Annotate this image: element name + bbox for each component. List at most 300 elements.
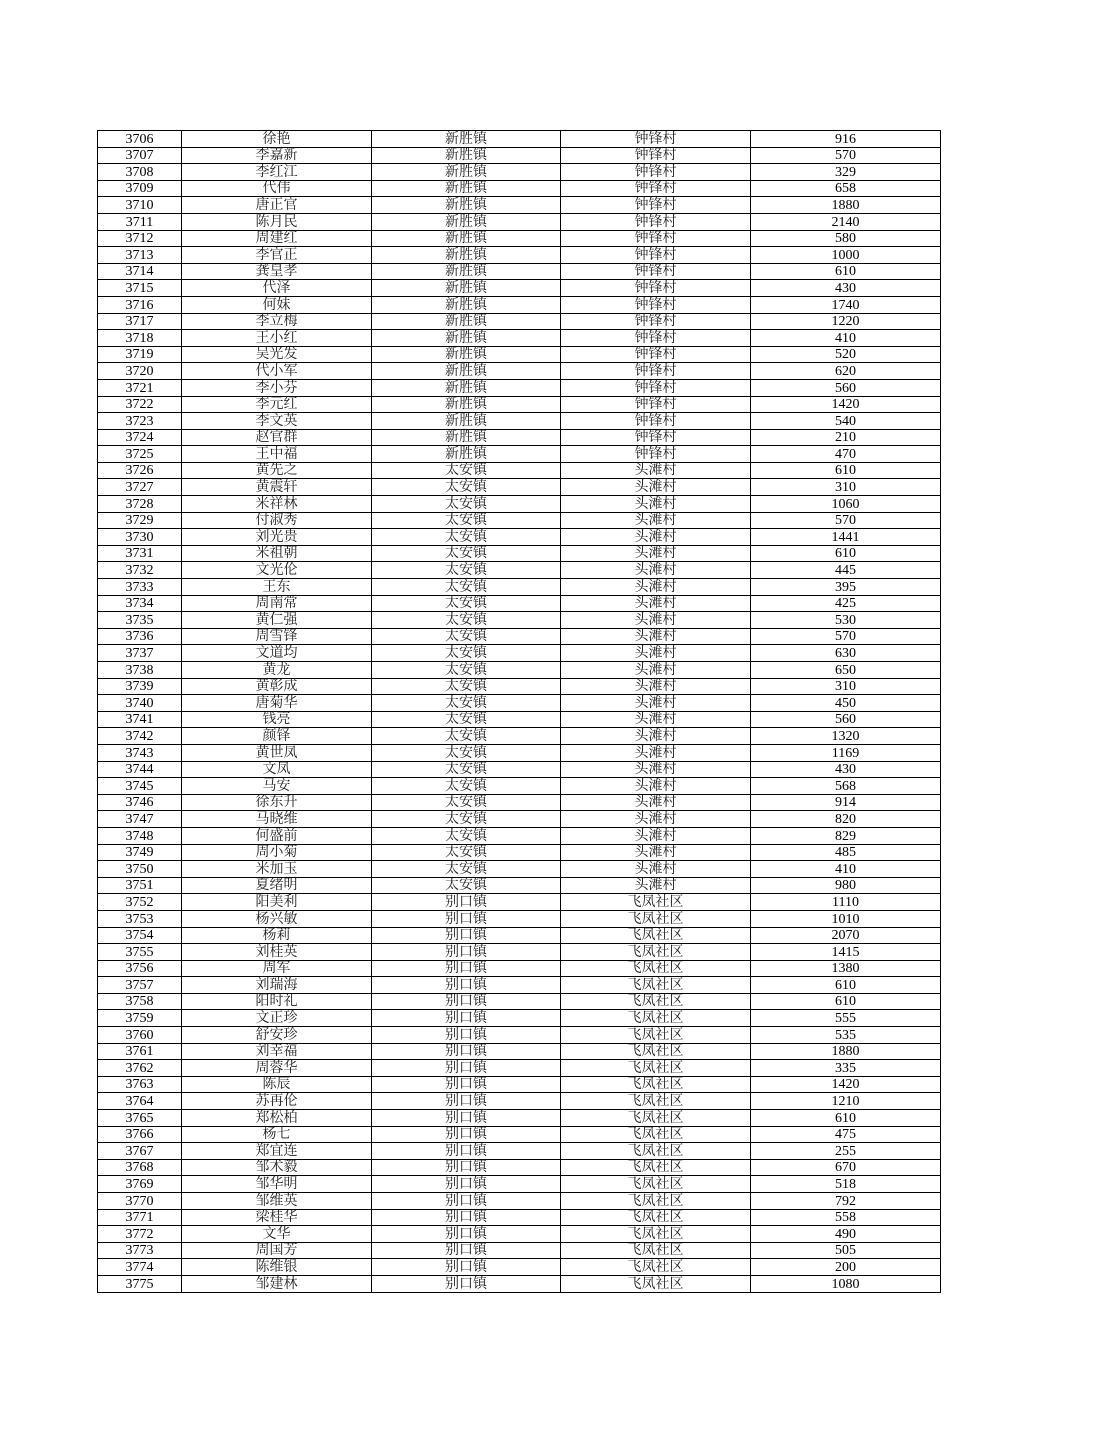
town-cell: 新胜镇 <box>372 313 561 330</box>
amount-cell: 558 <box>751 1209 941 1226</box>
table-row <box>98 1126 941 1143</box>
village-cell: 飞凤社区 <box>561 927 751 944</box>
name-cell: 何妹 <box>182 296 372 313</box>
table-row <box>98 778 941 795</box>
village-cell: 飞凤社区 <box>561 1275 751 1292</box>
amount-cell: 490 <box>751 1226 941 1243</box>
name-cell: 黄仁强 <box>182 612 372 629</box>
village-cell: 头滩村 <box>561 794 751 811</box>
town-cell: 别口镇 <box>372 977 561 994</box>
amount-cell: 430 <box>751 280 941 297</box>
name-cell: 郑松柏 <box>182 1110 372 1127</box>
amount-cell: 820 <box>751 811 941 828</box>
town-cell: 别口镇 <box>372 993 561 1010</box>
town-cell: 别口镇 <box>372 1027 561 1044</box>
amount-cell: 630 <box>751 645 941 662</box>
name-cell: 黄震轩 <box>182 479 372 496</box>
id-cell: 3721 <box>98 379 182 396</box>
name-cell: 梁桂华 <box>182 1209 372 1226</box>
town-cell: 别口镇 <box>372 1176 561 1193</box>
amount-cell: 329 <box>751 164 941 181</box>
town-cell: 太安镇 <box>372 678 561 695</box>
amount-cell: 560 <box>751 711 941 728</box>
village-cell: 钟锋村 <box>561 296 751 313</box>
table-row <box>98 761 941 778</box>
town-cell: 太安镇 <box>372 529 561 546</box>
name-cell: 邹华明 <box>182 1176 372 1193</box>
table-row <box>98 363 941 380</box>
table-row <box>98 280 941 297</box>
id-cell: 3754 <box>98 927 182 944</box>
table-row <box>98 562 941 579</box>
id-cell: 3732 <box>98 562 182 579</box>
table-row <box>98 1010 941 1027</box>
amount-cell: 555 <box>751 1010 941 1027</box>
amount-cell: 1880 <box>751 1043 941 1060</box>
name-cell: 吴光发 <box>182 346 372 363</box>
table-row <box>98 827 941 844</box>
table-row <box>98 910 941 927</box>
table-row <box>98 296 941 313</box>
amount-cell: 610 <box>751 545 941 562</box>
town-cell: 新胜镇 <box>372 296 561 313</box>
name-cell: 黄彰成 <box>182 678 372 695</box>
amount-cell: 520 <box>751 346 941 363</box>
village-cell: 钟锋村 <box>561 379 751 396</box>
id-cell: 3757 <box>98 977 182 994</box>
village-cell: 头滩村 <box>561 612 751 629</box>
name-cell: 王中福 <box>182 446 372 463</box>
id-cell: 3708 <box>98 164 182 181</box>
village-cell: 飞凤社区 <box>561 977 751 994</box>
town-cell: 太安镇 <box>372 728 561 745</box>
amount-cell: 1420 <box>751 1076 941 1093</box>
town-cell: 太安镇 <box>372 595 561 612</box>
name-cell: 颜铎 <box>182 728 372 745</box>
village-cell: 头滩村 <box>561 645 751 662</box>
id-cell: 3737 <box>98 645 182 662</box>
id-cell: 3728 <box>98 496 182 513</box>
town-cell: 太安镇 <box>372 695 561 712</box>
village-cell: 头滩村 <box>561 844 751 861</box>
table-row <box>98 213 941 230</box>
amount-cell: 1000 <box>751 247 941 264</box>
table-row <box>98 944 941 961</box>
town-cell: 新胜镇 <box>372 330 561 347</box>
town-cell: 新胜镇 <box>372 131 561 148</box>
table-row <box>98 180 941 197</box>
id-cell: 3706 <box>98 131 182 148</box>
table-row <box>98 446 941 463</box>
amount-cell: 530 <box>751 612 941 629</box>
amount-cell: 1420 <box>751 396 941 413</box>
name-cell: 文正珍 <box>182 1010 372 1027</box>
village-cell: 飞凤社区 <box>561 960 751 977</box>
name-cell: 黄先之 <box>182 462 372 479</box>
name-cell: 李文英 <box>182 413 372 430</box>
town-cell: 新胜镇 <box>372 346 561 363</box>
name-cell: 夏绪明 <box>182 877 372 894</box>
table-row <box>98 993 941 1010</box>
name-cell: 周军 <box>182 960 372 977</box>
town-cell: 新胜镇 <box>372 263 561 280</box>
id-cell: 3739 <box>98 678 182 695</box>
amount-cell: 210 <box>751 429 941 446</box>
name-cell: 李立梅 <box>182 313 372 330</box>
amount-cell: 1210 <box>751 1093 941 1110</box>
name-cell: 苏再伦 <box>182 1093 372 1110</box>
table-row <box>98 1060 941 1077</box>
amount-cell: 410 <box>751 861 941 878</box>
table-row <box>98 263 941 280</box>
amount-cell: 2140 <box>751 213 941 230</box>
table-row <box>98 960 941 977</box>
amount-cell: 980 <box>751 877 941 894</box>
id-cell: 3725 <box>98 446 182 463</box>
amount-cell: 916 <box>751 131 941 148</box>
table-row <box>98 695 941 712</box>
town-cell: 别口镇 <box>372 927 561 944</box>
town-cell: 新胜镇 <box>372 413 561 430</box>
id-cell: 3766 <box>98 1126 182 1143</box>
village-cell: 头滩村 <box>561 811 751 828</box>
town-cell: 太安镇 <box>372 545 561 562</box>
table-row <box>98 247 941 264</box>
id-cell: 3736 <box>98 628 182 645</box>
id-cell: 3746 <box>98 794 182 811</box>
id-cell: 3760 <box>98 1027 182 1044</box>
name-cell: 米祖朝 <box>182 545 372 562</box>
village-cell: 飞凤社区 <box>561 1226 751 1243</box>
name-cell: 米祥林 <box>182 496 372 513</box>
table-row <box>98 645 941 662</box>
name-cell: 王小红 <box>182 330 372 347</box>
table-row <box>98 496 941 513</box>
amount-cell: 620 <box>751 363 941 380</box>
name-cell: 马安 <box>182 778 372 795</box>
town-cell: 新胜镇 <box>372 396 561 413</box>
table-row <box>98 1209 941 1226</box>
town-cell: 太安镇 <box>372 612 561 629</box>
village-cell: 飞凤社区 <box>561 944 751 961</box>
table-row <box>98 1242 941 1259</box>
town-cell: 新胜镇 <box>372 446 561 463</box>
name-cell: 李元红 <box>182 396 372 413</box>
village-cell: 头滩村 <box>561 761 751 778</box>
id-cell: 3734 <box>98 595 182 612</box>
village-cell: 钟锋村 <box>561 446 751 463</box>
town-cell: 新胜镇 <box>372 213 561 230</box>
town-cell: 太安镇 <box>372 562 561 579</box>
id-cell: 3763 <box>98 1076 182 1093</box>
village-cell: 飞凤社区 <box>561 993 751 1010</box>
name-cell: 黄世凤 <box>182 744 372 761</box>
town-cell: 太安镇 <box>372 462 561 479</box>
id-cell: 3731 <box>98 545 182 562</box>
amount-cell: 1060 <box>751 496 941 513</box>
name-cell: 徐东升 <box>182 794 372 811</box>
town-cell: 新胜镇 <box>372 230 561 247</box>
id-cell: 3723 <box>98 413 182 430</box>
id-cell: 3755 <box>98 944 182 961</box>
id-cell: 3767 <box>98 1143 182 1160</box>
id-cell: 3718 <box>98 330 182 347</box>
name-cell: 李红江 <box>182 164 372 181</box>
name-cell: 周南常 <box>182 595 372 612</box>
name-cell: 陈维银 <box>182 1259 372 1276</box>
village-cell: 头滩村 <box>561 728 751 745</box>
id-cell: 3709 <box>98 180 182 197</box>
id-cell: 3759 <box>98 1010 182 1027</box>
id-cell: 3752 <box>98 894 182 911</box>
village-cell: 飞凤社区 <box>561 1143 751 1160</box>
table-row <box>98 612 941 629</box>
id-cell: 3745 <box>98 778 182 795</box>
id-cell: 3769 <box>98 1176 182 1193</box>
town-cell: 新胜镇 <box>372 429 561 446</box>
village-cell: 飞凤社区 <box>561 1176 751 1193</box>
town-cell: 太安镇 <box>372 645 561 662</box>
amount-cell: 310 <box>751 678 941 695</box>
town-cell: 别口镇 <box>372 944 561 961</box>
id-cell: 3765 <box>98 1110 182 1127</box>
id-cell: 3729 <box>98 512 182 529</box>
table-row <box>98 379 941 396</box>
village-cell: 钟锋村 <box>561 147 751 164</box>
amount-cell: 1169 <box>751 744 941 761</box>
name-cell: 刘光贵 <box>182 529 372 546</box>
id-cell: 3753 <box>98 910 182 927</box>
town-cell: 太安镇 <box>372 744 561 761</box>
village-cell: 头滩村 <box>561 462 751 479</box>
id-cell: 3710 <box>98 197 182 214</box>
name-cell: 阳时礼 <box>182 993 372 1010</box>
amount-cell: 580 <box>751 230 941 247</box>
id-cell: 3748 <box>98 827 182 844</box>
amount-cell: 570 <box>751 512 941 529</box>
table-row <box>98 728 941 745</box>
amount-cell: 1380 <box>751 960 941 977</box>
id-cell: 3744 <box>98 761 182 778</box>
table-row <box>98 1093 941 1110</box>
name-cell: 代伟 <box>182 180 372 197</box>
town-cell: 太安镇 <box>372 811 561 828</box>
amount-cell: 450 <box>751 695 941 712</box>
id-cell: 3742 <box>98 728 182 745</box>
village-cell: 飞凤社区 <box>561 1093 751 1110</box>
table-row <box>98 230 941 247</box>
town-cell: 太安镇 <box>372 662 561 679</box>
village-cell: 钟锋村 <box>561 180 751 197</box>
amount-cell: 2070 <box>751 927 941 944</box>
id-cell: 3717 <box>98 313 182 330</box>
village-cell: 飞凤社区 <box>561 1126 751 1143</box>
amount-cell: 1220 <box>751 313 941 330</box>
village-cell: 钟锋村 <box>561 346 751 363</box>
id-cell: 3722 <box>98 396 182 413</box>
village-cell: 头滩村 <box>561 496 751 513</box>
name-cell: 付淑秀 <box>182 512 372 529</box>
village-cell: 钟锋村 <box>561 213 751 230</box>
town-cell: 太安镇 <box>372 512 561 529</box>
id-cell: 3741 <box>98 711 182 728</box>
village-cell: 头滩村 <box>561 861 751 878</box>
town-cell: 太安镇 <box>372 827 561 844</box>
table-row <box>98 861 941 878</box>
amount-cell: 1880 <box>751 197 941 214</box>
amount-cell: 410 <box>751 330 941 347</box>
town-cell: 别口镇 <box>372 1259 561 1276</box>
village-cell: 钟锋村 <box>561 363 751 380</box>
table-row <box>98 131 941 148</box>
amount-cell: 610 <box>751 977 941 994</box>
id-cell: 3772 <box>98 1226 182 1243</box>
town-cell: 别口镇 <box>372 1226 561 1243</box>
id-cell: 3751 <box>98 877 182 894</box>
name-cell: 文华 <box>182 1226 372 1243</box>
table-row <box>98 512 941 529</box>
amount-cell: 1415 <box>751 944 941 961</box>
town-cell: 别口镇 <box>372 910 561 927</box>
table-row <box>98 1259 941 1276</box>
town-cell: 别口镇 <box>372 1193 561 1210</box>
town-cell: 别口镇 <box>372 1242 561 1259</box>
amount-cell: 518 <box>751 1176 941 1193</box>
amount-cell: 1320 <box>751 728 941 745</box>
table-row <box>98 313 941 330</box>
amount-cell: 610 <box>751 462 941 479</box>
town-cell: 太安镇 <box>372 711 561 728</box>
data-table <box>97 130 941 1293</box>
name-cell: 徐艳 <box>182 131 372 148</box>
id-cell: 3743 <box>98 744 182 761</box>
town-cell: 太安镇 <box>372 579 561 596</box>
table-body <box>98 131 941 1293</box>
name-cell: 周雪锋 <box>182 628 372 645</box>
amount-cell: 610 <box>751 263 941 280</box>
village-cell: 钟锋村 <box>561 429 751 446</box>
village-cell: 头滩村 <box>561 662 751 679</box>
name-cell: 周建红 <box>182 230 372 247</box>
id-cell: 3727 <box>98 479 182 496</box>
id-cell: 3771 <box>98 1209 182 1226</box>
village-cell: 头滩村 <box>561 529 751 546</box>
id-cell: 3726 <box>98 462 182 479</box>
town-cell: 别口镇 <box>372 960 561 977</box>
amount-cell: 1110 <box>751 894 941 911</box>
town-cell: 别口镇 <box>372 894 561 911</box>
id-cell: 3730 <box>98 529 182 546</box>
town-cell: 别口镇 <box>372 1275 561 1292</box>
village-cell: 头滩村 <box>561 562 751 579</box>
table-row <box>98 462 941 479</box>
amount-cell: 568 <box>751 778 941 795</box>
village-cell: 钟锋村 <box>561 197 751 214</box>
name-cell: 李嘉新 <box>182 147 372 164</box>
name-cell: 龚皇孝 <box>182 263 372 280</box>
village-cell: 头滩村 <box>561 744 751 761</box>
town-cell: 太安镇 <box>372 778 561 795</box>
table-row <box>98 147 941 164</box>
id-cell: 3720 <box>98 363 182 380</box>
village-cell: 飞凤社区 <box>561 910 751 927</box>
table-row <box>98 1043 941 1060</box>
name-cell: 舒安珍 <box>182 1027 372 1044</box>
name-cell: 杨兴敏 <box>182 910 372 927</box>
name-cell: 阳美利 <box>182 894 372 911</box>
village-cell: 头滩村 <box>561 512 751 529</box>
amount-cell: 650 <box>751 662 941 679</box>
id-cell: 3712 <box>98 230 182 247</box>
village-cell: 飞凤社区 <box>561 1076 751 1093</box>
table-row <box>98 1275 941 1292</box>
table-row <box>98 877 941 894</box>
table-row <box>98 413 941 430</box>
town-cell: 太安镇 <box>372 861 561 878</box>
town-cell: 新胜镇 <box>372 379 561 396</box>
table-row <box>98 744 941 761</box>
id-cell: 3738 <box>98 662 182 679</box>
table-row <box>98 678 941 695</box>
town-cell: 新胜镇 <box>372 147 561 164</box>
table-row <box>98 1110 941 1127</box>
amount-cell: 570 <box>751 628 941 645</box>
table-row <box>98 545 941 562</box>
town-cell: 太安镇 <box>372 761 561 778</box>
amount-cell: 560 <box>751 379 941 396</box>
name-cell: 杨七 <box>182 1126 372 1143</box>
village-cell: 飞凤社区 <box>561 1209 751 1226</box>
village-cell: 飞凤社区 <box>561 1193 751 1210</box>
table-row <box>98 579 941 596</box>
name-cell: 黄龙 <box>182 662 372 679</box>
id-cell: 3747 <box>98 811 182 828</box>
name-cell: 周国芳 <box>182 1242 372 1259</box>
name-cell: 赵官群 <box>182 429 372 446</box>
amount-cell: 535 <box>751 1027 941 1044</box>
village-cell: 头滩村 <box>561 827 751 844</box>
table-row <box>98 628 941 645</box>
amount-cell: 540 <box>751 413 941 430</box>
village-cell: 头滩村 <box>561 628 751 645</box>
village-cell: 钟锋村 <box>561 263 751 280</box>
table-row <box>98 711 941 728</box>
name-cell: 唐正官 <box>182 197 372 214</box>
town-cell: 太安镇 <box>372 628 561 645</box>
table-row <box>98 1159 941 1176</box>
village-cell: 飞凤社区 <box>561 894 751 911</box>
table-row <box>98 429 941 446</box>
town-cell: 新胜镇 <box>372 247 561 264</box>
table-row <box>98 529 941 546</box>
table-row <box>98 1193 941 1210</box>
id-cell: 3761 <box>98 1043 182 1060</box>
id-cell: 3707 <box>98 147 182 164</box>
amount-cell: 430 <box>751 761 941 778</box>
amount-cell: 610 <box>751 1110 941 1127</box>
id-cell: 3774 <box>98 1259 182 1276</box>
amount-cell: 1441 <box>751 529 941 546</box>
name-cell: 杨莉 <box>182 927 372 944</box>
id-cell: 3740 <box>98 695 182 712</box>
amount-cell: 310 <box>751 479 941 496</box>
village-cell: 飞凤社区 <box>561 1110 751 1127</box>
table-row <box>98 330 941 347</box>
village-cell: 头滩村 <box>561 545 751 562</box>
id-cell: 3716 <box>98 296 182 313</box>
town-cell: 别口镇 <box>372 1093 561 1110</box>
village-cell: 头滩村 <box>561 695 751 712</box>
